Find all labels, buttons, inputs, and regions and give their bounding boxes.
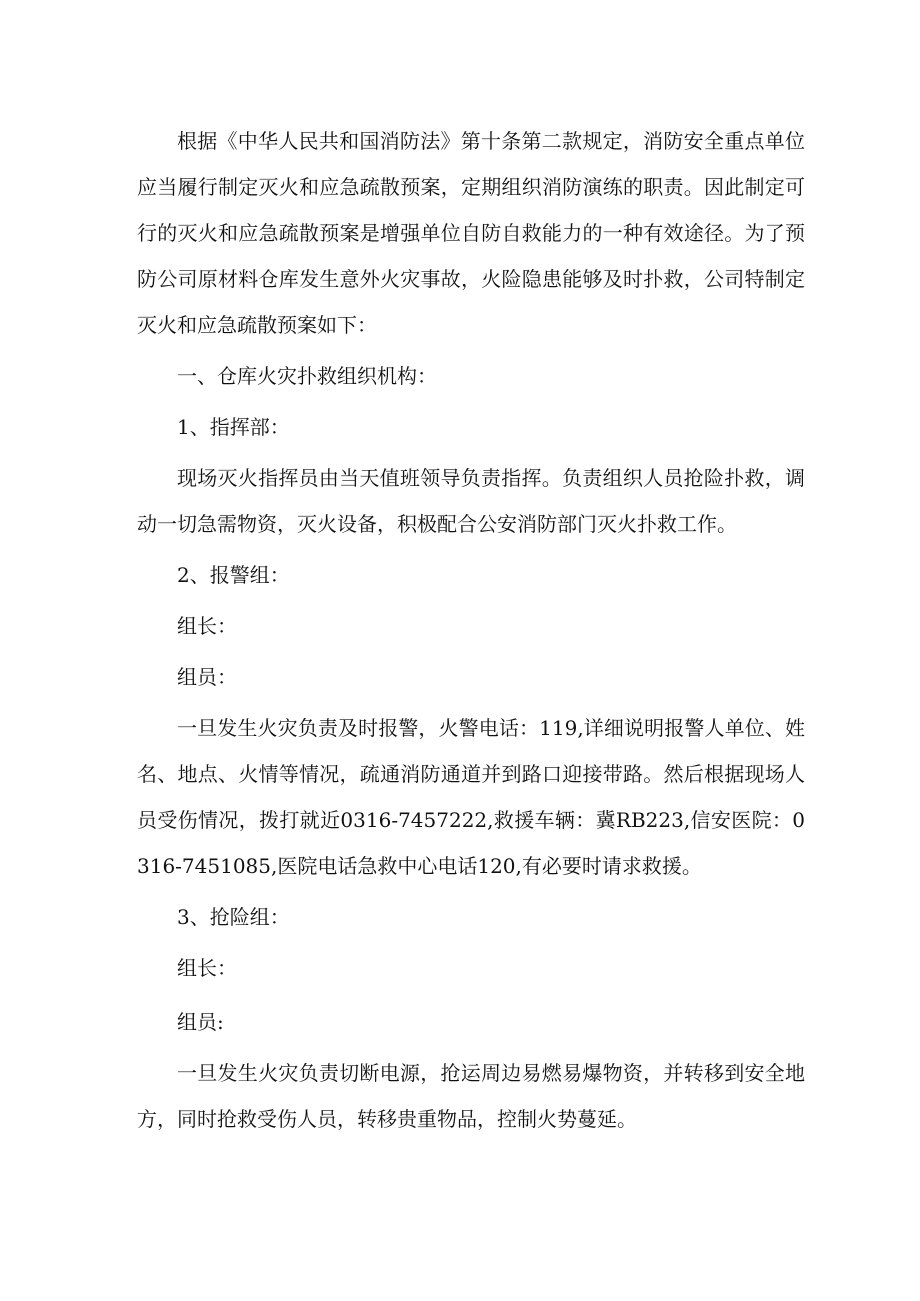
- rescue-group-members: 组员:: [177, 1010, 224, 1034]
- paragraph-alarm-duty: 一旦发生火灾负责及时报警，火警电话：119,详细说明报警人单位、姓名、地点、火情等情况，疏通消防通道并到路口迎接带路。然后根据现场人员受伤情况，拨打就近0316-7457222,救援车辆：冀RB223,信安医院：0316-7451085,医院电话急救中心电话120,有必要时请求救援。: [137, 716, 805, 878]
- heading-alarm-group: 2、报警组：: [177, 563, 290, 587]
- alarm-group-leader: 组长：: [177, 614, 237, 638]
- heading-organization: 一、仓库火灾扑救组织机构：: [177, 364, 437, 388]
- heading-command: 1、指挥部：: [177, 415, 290, 439]
- document-body: [137, 118, 805, 1147]
- heading-rescue-group: 3、抢险组：: [177, 905, 290, 929]
- paragraph-command-duty: 现场灭火指挥员由当天值班领导负责指挥。负责组织人员抢险扑救，调动一切急需物资，灭火设备，积极配合公安消防部门灭火扑救工作。: [137, 466, 805, 536]
- paragraph-rescue-duty: 一旦发生火灾负责切断电源，抢运周边易燃易爆物资，并转移到安全地方，同时抢救受伤人员，转移贵重物品，控制火势蔓延。: [137, 1061, 805, 1131]
- rescue-group-leader: 组长：: [177, 956, 237, 980]
- paragraph-intro: 根据《中华人民共和国消防法》第十条第二款规定，消防安全重点单位应当履行制定灭火和应急疏散预案，定期组织消防演练的职责。因此制定可行的灭火和应急疏散预案是增强单位自防自救能力的一种有效途径。为了预防公司原材料仓库发生意外火灾事故，火险隐患能够及时扑救，公司特制定灭火和应急疏散预案如下：: [137, 129, 805, 337]
- alarm-group-members: 组员：: [177, 665, 237, 689]
